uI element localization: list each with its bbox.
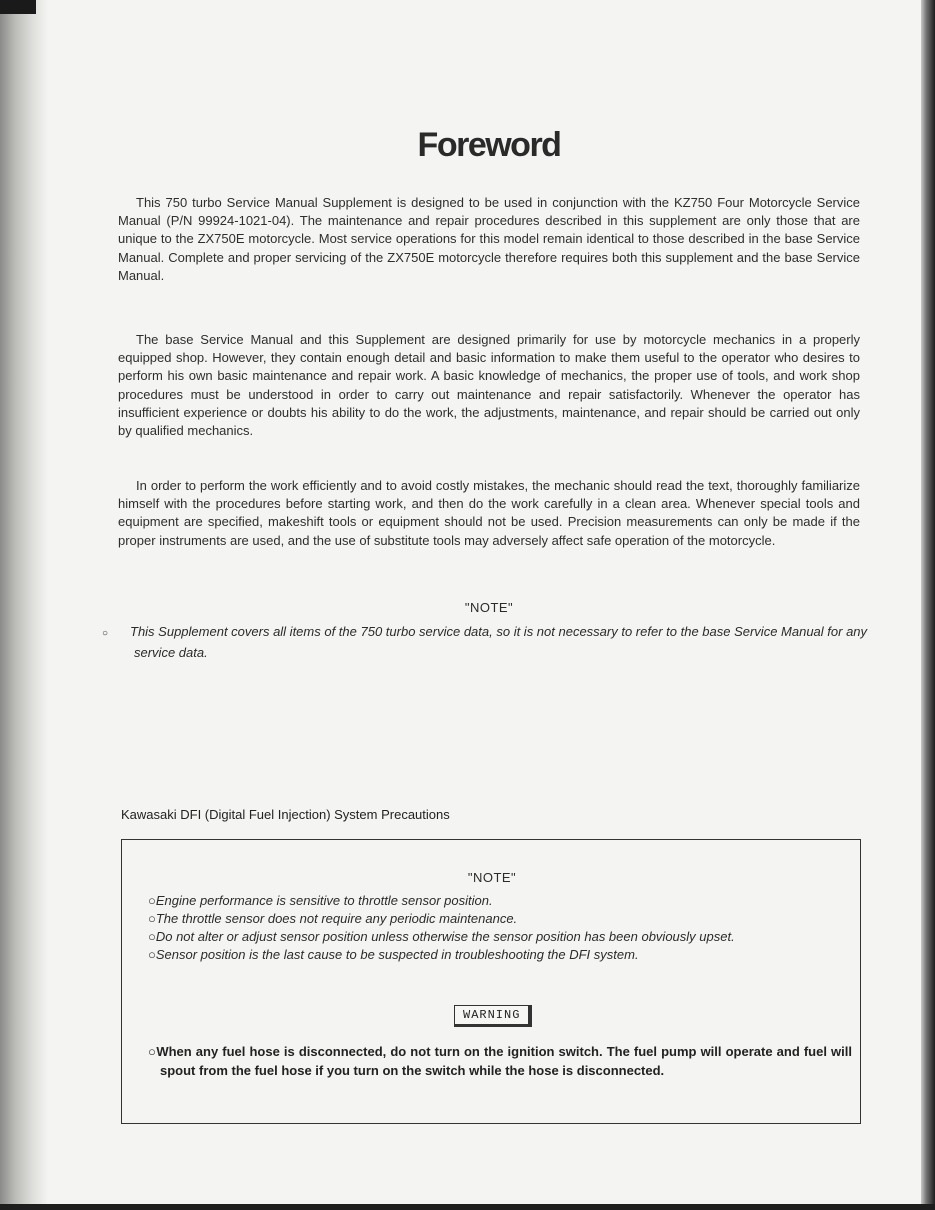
foreword-paragraph-1: This 750 turbo Service Manual Supplement is designed to be used in conjunction with the KZ750 Four Motorcycle Service Manual (P/N 99924-1021-04). The maintenance and repair procedures described in this supplement are only those that are unique to the ZX750E motorcycle. Most service operations for this model remain identical to those described in the base Service Manual. Complete and proper servicing of the ZX750E motorcycle therefore requires both this supplement and the base Service Manual. [118, 195, 860, 283]
page-title: Foreword [417, 126, 561, 164]
binding-shadow [0, 0, 48, 1210]
note-block [102, 623, 876, 662]
note-text: This Supplement covers all items of the 750 turbo service data, so it is not necessary to refer to the base Service Manual for any service data. [130, 624, 868, 660]
circle-bullet-icon: ○ [102, 628, 109, 639]
dfi-note-heading: "NOTE" [467, 870, 517, 885]
scan-edge-mark [0, 0, 36, 14]
dfi-note-list [148, 892, 848, 964]
page-edge-bottom [0, 1204, 935, 1210]
warning-text: ○When any fuel hose is disconnected, do not turn on the ignition switch. The fuel pump will operate and fuel will spout from the fuel hose if you turn on the switch while the hose is disconnected. [148, 1044, 852, 1078]
dfi-note-item: ○The throttle sensor does not require any periodic maintenance. [148, 911, 518, 926]
dfi-precautions-box [121, 839, 861, 1124]
dfi-note-item: ○Sensor position is the last cause to be suspected in troubleshooting the DFI system. [148, 947, 639, 962]
note-heading: "NOTE" [464, 600, 514, 615]
foreword-paragraph-3: In order to perform the work efficiently and to avoid costly mistakes, the mechanic should read the text, thoroughly familiarize himself with the procedures before starting work, and then do the work carefully in a clean area. Whenever special tools and equipment are specified, makeshift tools or equipment should not be used. Precision measurements can only be made if the proper instruments are used, and the use of substitute tools may adversely affect safe operation of the motorcycle. [118, 478, 860, 548]
foreword-paragraph-2: The base Service Manual and this Supplement are designed primarily for use by motorcycle mechanics in a properly equipped shop. However, they contain enough detail and basic information to make them useful to the operator who desires to perform his own basic maintenance and repair work. A basic knowledge of mechanics, the proper use of tools, and work shop procedures must be understood in order to carry out maintenance and repair satisfactorily. Whenever the operator has insufficient experience or doubts his ability to do the work, the adjustments, maintenance, and repair should be carried out only by qualified mechanics. [118, 332, 860, 439]
dfi-note-item: ○Engine performance is sensitive to throttle sensor position. [148, 893, 493, 908]
page-edge-right [921, 0, 935, 1210]
warning-label: WARNING [454, 1005, 532, 1027]
dfi-section-heading: Kawasaki DFI (Digital Fuel Injection) System Precautions [121, 807, 450, 822]
dfi-note-item: ○Do not alter or adjust sensor position unless otherwise the sensor position has been obviously upset. [148, 929, 735, 944]
